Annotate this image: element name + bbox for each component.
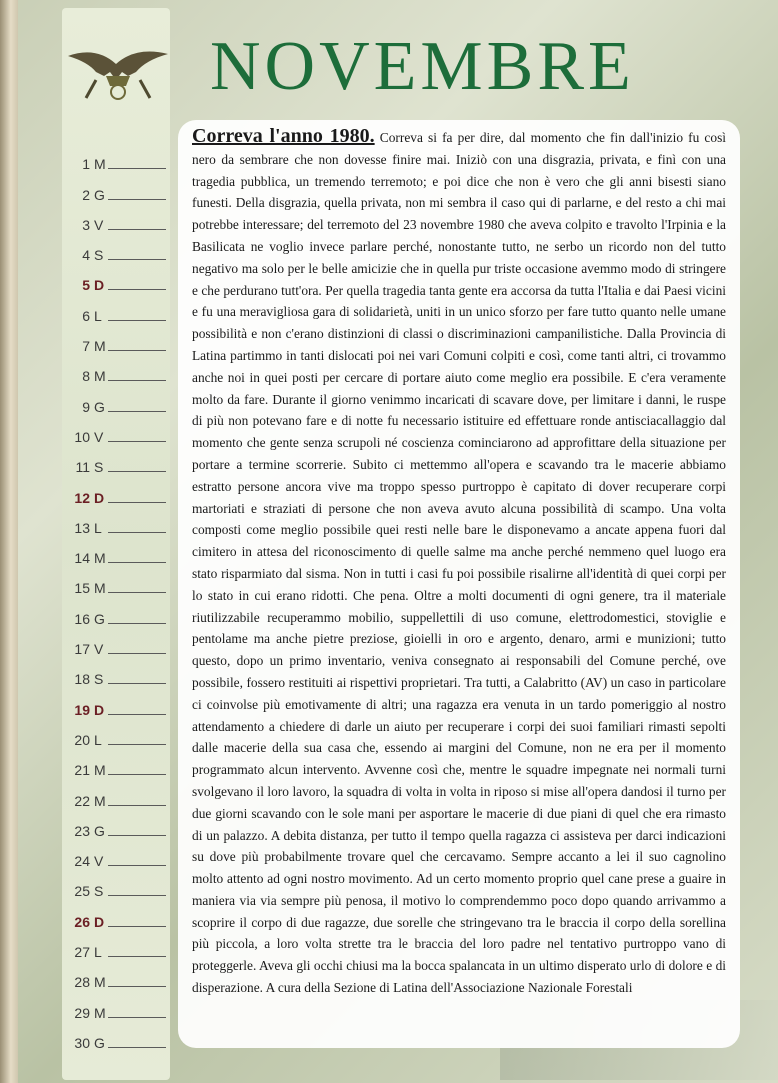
day-number: 20 [74,731,90,748]
day-row [64,293,168,323]
note-line [108,985,166,987]
day-letter: L [94,307,102,324]
day-row [64,354,168,384]
day-number: 6 [82,307,90,324]
day-row [64,869,168,899]
day-letter: D [94,277,105,294]
day-number: 28 [74,974,90,991]
day-row [64,324,168,354]
day-number: 27 [74,944,90,961]
day-number: 11 [75,459,90,476]
day-row [64,203,168,233]
day-letter: V [94,641,104,658]
day-letter: S [94,671,104,688]
day-number: 30 [74,1034,90,1051]
note-line [108,349,166,351]
article-panel [178,120,740,1048]
day-number: 4 [82,247,90,264]
day-number: 9 [82,398,90,415]
note-line [108,804,166,806]
note-line [108,955,166,957]
day-number: 1 [82,156,90,173]
day-number: 17 [74,641,90,658]
day-letter: G [94,1034,105,1051]
day-row [64,506,168,536]
day-letter: M [94,156,106,173]
day-letter: S [94,247,104,264]
day-row [64,778,168,808]
day-number: 8 [82,368,90,385]
day-letter: V [94,853,104,870]
day-number: 15 [74,580,90,597]
day-letter: M [94,368,106,385]
day-row [64,899,168,929]
day-letter: D [94,489,105,506]
note-line [108,501,166,503]
day-row [64,839,168,869]
day-letter: S [94,883,104,900]
day-list [64,142,168,1051]
note-line [108,167,166,169]
article-text [192,126,726,999]
day-row [64,1021,168,1051]
day-letter: D [94,701,105,718]
page-edge [0,0,18,1083]
article-body: Correva si fa per dire, dal momento che fin dall'inizio fu così nero da sembrare che non dovesse finire mai. Iniziò con una disgrazia, privata, e finì con una tragedia pubblica, un tremendo terremoto; e poi dice che non è vero che gli anni bisesti siano funesti. Della disgrazia, quella privata, non mi sembra il caso qui di parlarne, e del resto a chi mai potrebbe interessare; del terremoto del 23 novembre 1980 che aveva colpito e travolto l'Irpinia e la Basilicata ne voglio invece parlare perché, nonostante tutto, ne serbo un ricordo non del tutto negativo ma solo per le belle amicizie che in quella pur triste occasione avemmo modo di stringere e che perdurano tutt'ora. Per quella tragedia tanta gente era accorsa da tutta l'Italia e dai Paesi vicini e fu una meravigliosa gara di solidarietà, uniti in un unico sforzo per fare tutto quanto nelle umane possibilità e non c'erano distinzioni di classi o discriminazioni campanilistiche. Dalla Provincia di Latina partimmo in tanti dislocati poi nei vari Comuni colpiti e così, come tanti altri, ci trovammo anche noi in quei posti per cercare di portare aiuto come meglio era possibile. E c'era veramente molto da fare. Durante il giorno venimmo incaricati di scavare dove, per limitare i danni, le ruspe di più non potevano fare e di notte fu necessario istituire ed effettuare ronde antisciacallaggio dal momento che gente senza scrupoli né coscienza cominciarono ad approfittare della situazione per portare a termine scorrerie. Subito ci mettemmo all'opera e scavando tra le macerie abbiamo estratto persone ancora vive ma troppo spesso purtroppo è capitato di dover recuperare corpi martoriati e straziati di persone che non aveva avuto alcuna possibilità di scampo. Una volta composti come meglio possibile quei resti nelle bare le disponevamo a ancate appena fuori dal cimitero in attesa del riconoscimento di quelle salme ma anche perché nemmeno quel luogo era stato risparmiato dal sisma. Non in tutti i casi fu poi possibile risalirne all'identità di quei corpi per lo stato in cui erano ridotti. Che pena. Oltre a molti documenti di ogni genere, tra il materiale riutilizzabile recuperammo mobilio, suppellettili di uso comune, elettrodomestici, stoviglie e pentolame ma anche pietre preziose, gioielli in oro e argento, denaro, armi e munizioni; tutto questo, dopo un primo inventario, veniva consegnato ai responsabili del Comune perché, ove possibile, fossero restituiti ai rispettivi proprietari. Tra tutti, a Calabritto (AV) un caso in particolare ci coinvolse più emotivamente di altri; una ragazza era venuta in un tardo pomeriggio al nostro attendamento a chiedere di darle un aiuto per recuperare i corpi dei suoi familiari rimasti sepolti dalle macerie della sua casa che, essendo ai margini del Comune, non ne era per il momento programmato alcun intervento. Avvenne così che, mentre le squadre impegnate nei normali turni svolgevano il loro lavoro, la squadra di volta in volta in riposo si mise all'opera dandosi il turno per due giorni scavando con le sole mani per asportare le macerie di due piani di quel che era rimasto di un palazzo. A debita distanza, per tutto il tempo quella ragazza ci assisteva per darci indicazioni su dove più probabilmente trovare quel che cercavamo. Sempre accanto a lei il suo cagnolino molto attento ad ogni nostro movimento. Ad un certo momento proprio quel cane prese a guaire in maniera via via sempre più penosa, il motivo lo comprendemmo poco dopo quando arrivammo a scoprire il corpo di due ragazze, due sorelle che stringevano tra le braccia il corpo della sorellina più piccola, a loro volta strette tra le braccia del loro padre nel tentativo purtroppo vano di proteggerle. Aveva gli occhi chiusi ma la bocca spalancata in un ultimo disperato urlo di dolore e di disperazione. A cura della Sezione di Latina dell'Associazione Nazionale Forestali [192,130,726,996]
note-line [108,622,166,624]
eagle-emblem-icon [66,42,170,104]
note-line [108,864,166,866]
day-row [64,990,168,1020]
day-letter: M [94,974,106,991]
day-number: 26 [74,913,90,930]
note-line [108,228,166,230]
day-row [64,415,168,445]
day-row [64,687,168,717]
note-line [108,198,166,200]
note-line [108,591,166,593]
day-row [64,384,168,414]
day-letter: M [94,762,106,779]
note-line [108,379,166,381]
article-lead: Correva l'anno 1980. [192,125,375,147]
day-number: 24 [74,853,90,870]
note-line [108,440,166,442]
note-line [108,258,166,260]
note-line [108,561,166,563]
note-line [108,1016,166,1018]
note-line [108,834,166,836]
day-number: 19 [74,701,90,718]
note-line [108,713,166,715]
day-number: 5 [82,277,90,294]
day-row [64,475,168,505]
day-number: 13 [74,519,90,536]
day-row [64,596,168,626]
month-title: NOVEMBRE [210,28,635,105]
day-number: 16 [74,610,90,627]
day-row [64,960,168,990]
day-letter: L [94,944,102,961]
day-row [64,233,168,263]
day-row [64,930,168,960]
note-line [108,1046,166,1048]
day-row [64,627,168,657]
day-row [64,445,168,475]
day-number: 23 [74,822,90,839]
day-number: 7 [82,338,90,355]
note-line [108,470,166,472]
note-line [108,319,166,321]
note-line [108,288,166,290]
day-row [64,748,168,778]
day-letter: G [94,822,105,839]
day-letter: D [94,913,105,930]
day-letter: G [94,610,105,627]
day-row [64,172,168,202]
note-line [108,925,166,927]
day-row [64,809,168,839]
day-letter: M [94,1004,106,1021]
day-letter: G [94,398,105,415]
day-number: 25 [74,883,90,900]
day-letter: L [94,519,102,536]
day-number: 21 [74,762,90,779]
note-line [108,410,166,412]
day-number: 18 [74,671,90,688]
day-letter: S [94,459,104,476]
day-row [64,566,168,596]
note-line [108,894,166,896]
day-row [64,536,168,566]
day-letter: G [94,186,105,203]
day-number: 2 [82,186,90,203]
day-letter: L [94,731,102,748]
day-letter: M [94,338,106,355]
day-letter: V [94,428,104,445]
note-line [108,773,166,775]
day-letter: M [94,550,106,567]
note-line [108,743,166,745]
note-line [108,682,166,684]
day-number: 12 [74,489,90,506]
note-line [108,531,166,533]
day-row [64,718,168,748]
note-line [108,652,166,654]
day-number: 22 [74,792,90,809]
day-number: 10 [74,428,90,445]
day-row [64,263,168,293]
day-letter: V [94,216,104,233]
day-letter: M [94,580,106,597]
day-row [64,657,168,687]
day-row [64,142,168,172]
day-number: 29 [74,1004,90,1021]
day-number: 3 [82,216,90,233]
day-number: 14 [74,550,90,567]
day-letter: M [94,792,106,809]
